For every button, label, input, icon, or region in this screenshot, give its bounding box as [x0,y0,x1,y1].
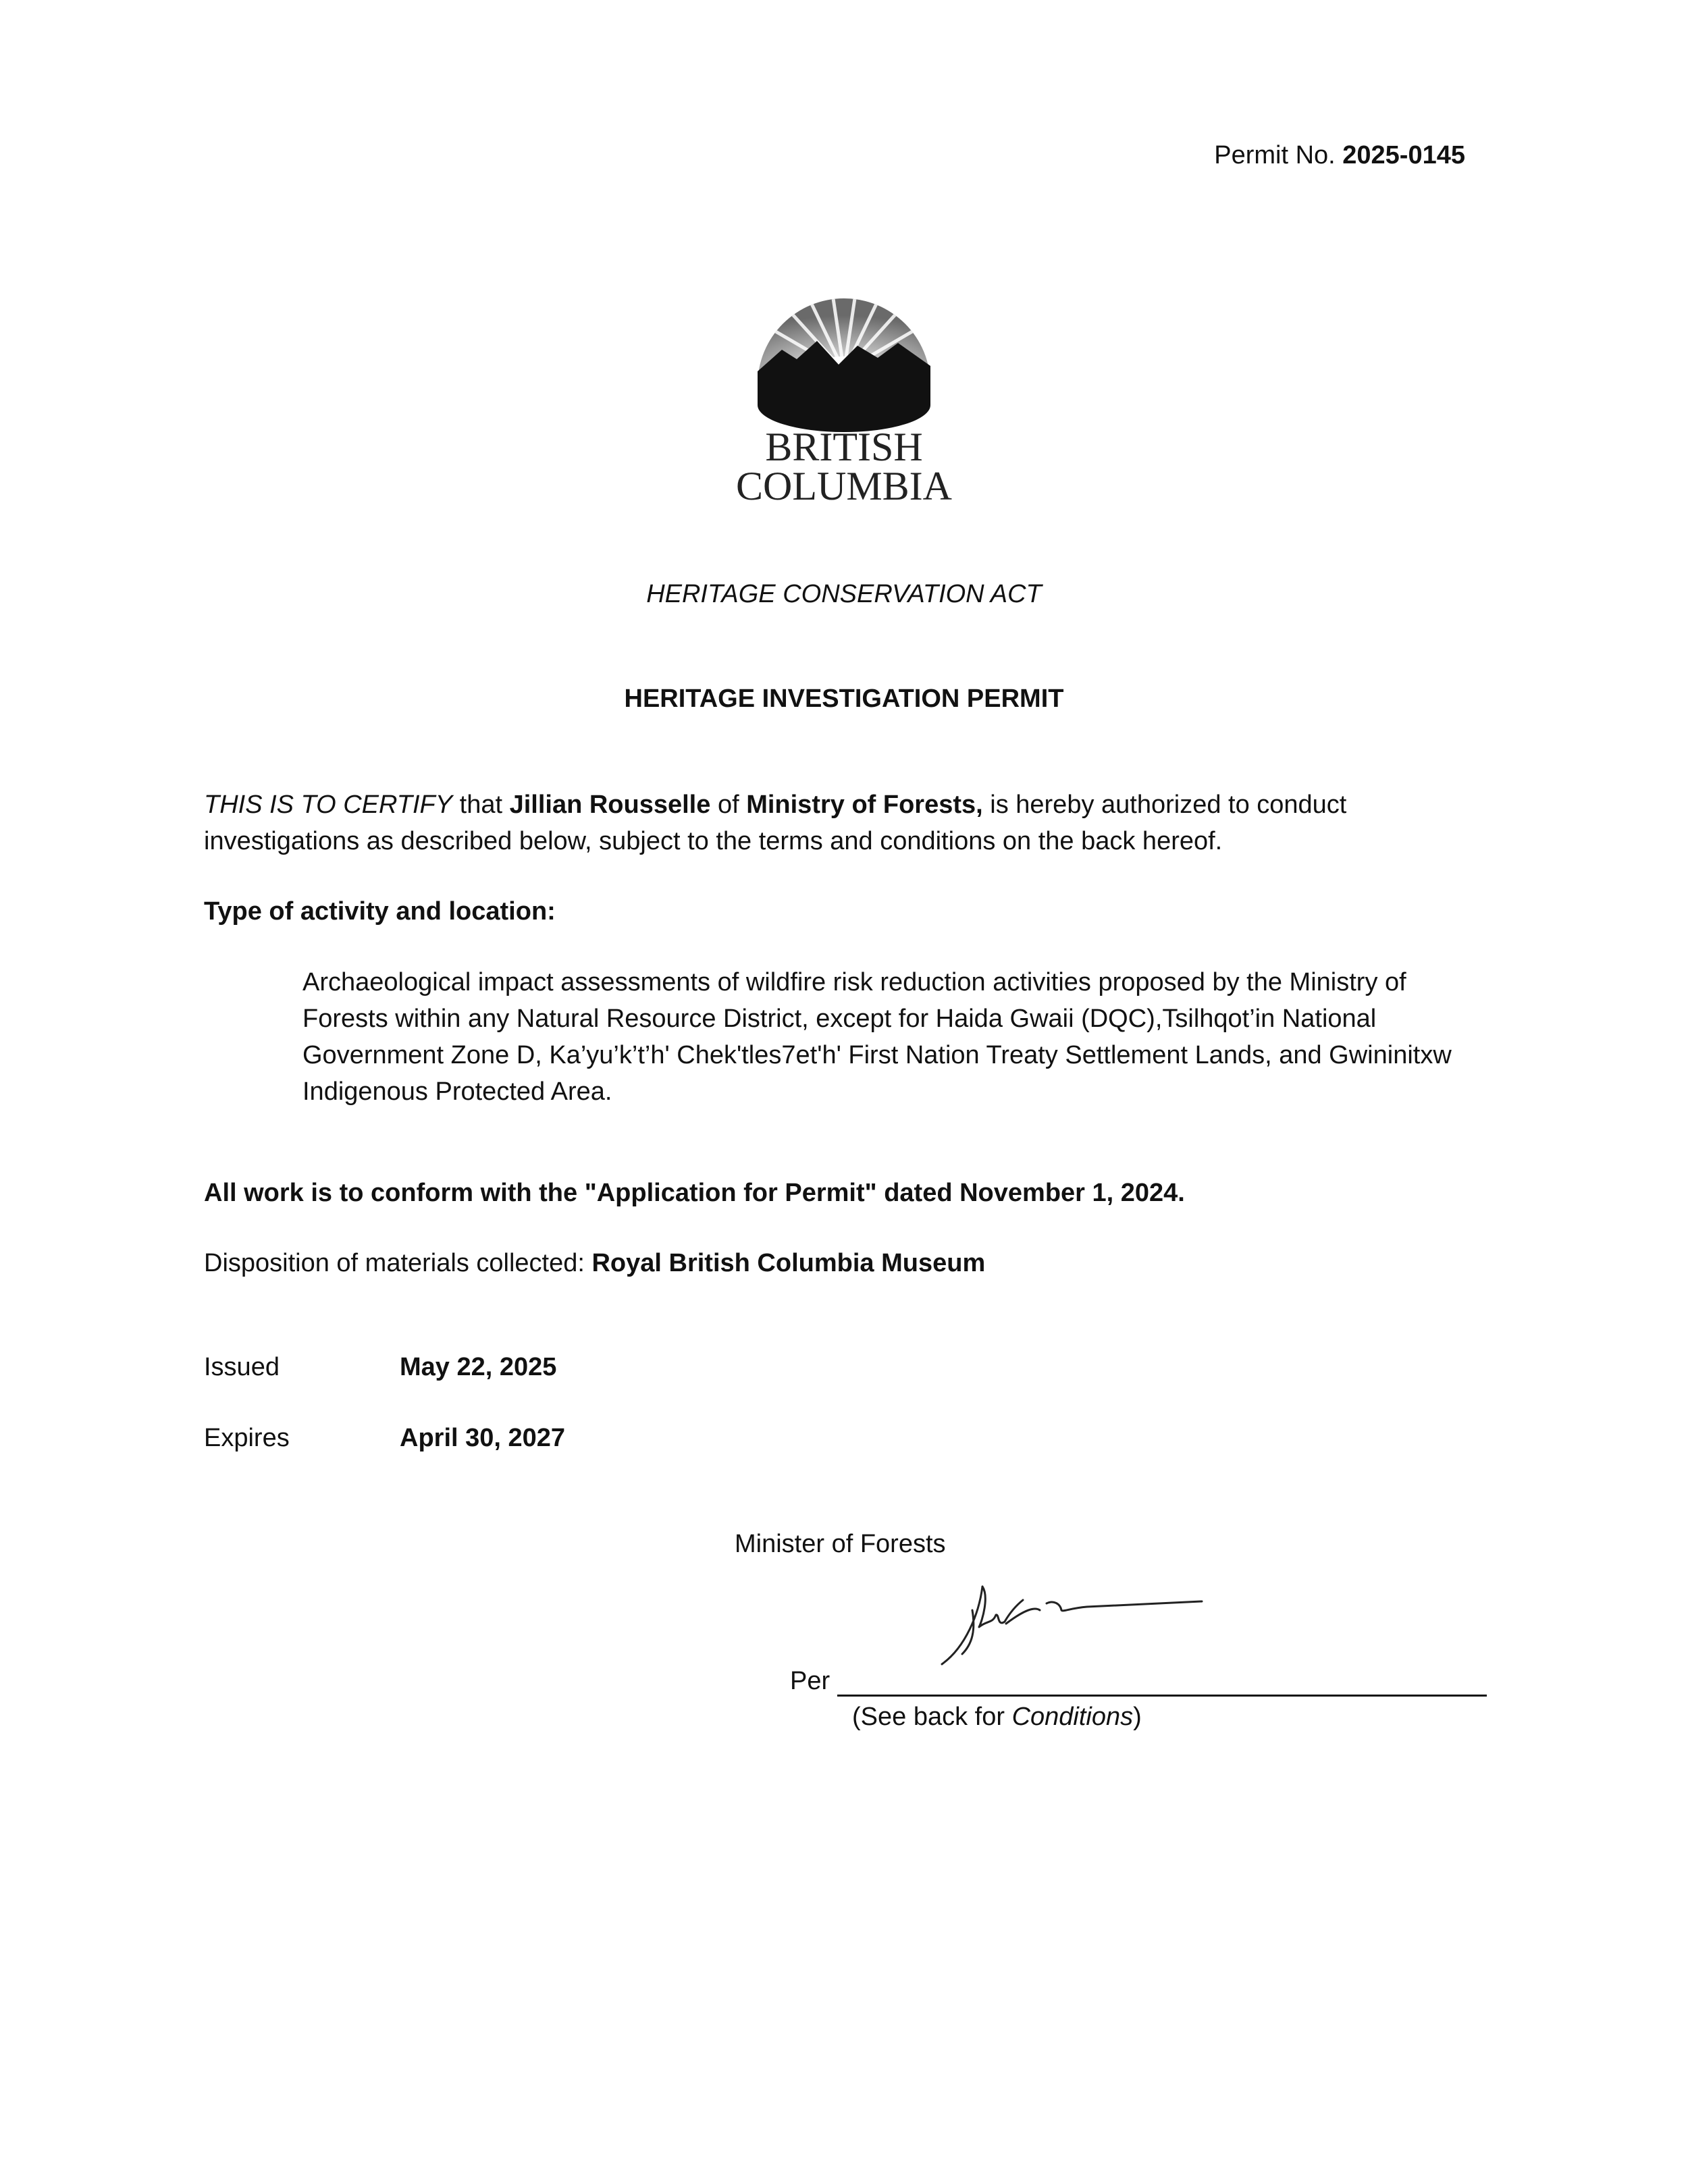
bc-sun-mountain-icon [716,270,972,506]
permittee-name: Jillian Rousselle [509,791,711,819]
permit-title: HERITAGE INVESTIGATION PERMIT [624,685,1064,713]
conform-statement: All work is to conform with the "Application for Permit" dated November 1, 2024. [204,1179,1185,1207]
signature-icon [932,1573,1222,1674]
minister-title: Minister of Forests [735,1530,946,1558]
permit-number-value: 2025-0145 [1342,141,1465,169]
expires-date: April 30, 2027 [400,1424,566,1452]
permittee-organization: Ministry of Forests, [746,791,983,819]
certify-of: of [710,791,747,819]
signature [932,1573,1222,1674]
expires-label: Expires [204,1424,290,1452]
permit-number [1214,138,1465,172]
bc-logo [716,270,972,506]
certify-lead: THIS IS TO CERTIFY [204,791,453,819]
certify-rest: is hereby authorized to conduct investigations as described below, subject to the terms and conditions on the back hereof. [204,791,1347,855]
disposition-value: Royal British Columbia Museum [591,1249,986,1277]
disposition-line [204,1246,985,1280]
see-back-suffix: ) [1133,1703,1142,1731]
permit-number-label: Permit No. [1214,141,1336,169]
activity-description: Archaeological impact assessments of wildfire risk reduction activities proposed by the Ministry of Forests within any Natural Resource District, except for Haida Gwaii (DQC),Tsilhqot’in National Government Zone D, Ka’yu’k’t’h' Chek'tles7et'h' First Nation Treaty Settlement Lands, and Gwininitxw Indigenous Protected Area. [302,968,1452,1106]
see-back-prefix: (See back for [852,1703,1012,1731]
issued-label: Issued [204,1353,280,1381]
svg-text:COLUMBIA: COLUMBIA [735,464,953,506]
see-back-note [852,1700,1142,1734]
signature-line [837,1695,1487,1697]
act-title: HERITAGE CONSERVATION ACT [646,580,1042,608]
see-back-conditions: Conditions [1011,1703,1134,1731]
certify-paragraph [204,787,1487,859]
disposition-label: Disposition of materials collected: [204,1249,585,1277]
svg-text:BRITISH: BRITISH [765,425,923,469]
per-label: Per [790,1667,830,1695]
activity-heading: Type of activity and location: [204,897,556,926]
issued-date: May 22, 2025 [400,1353,557,1381]
certify-that: that [452,791,510,819]
